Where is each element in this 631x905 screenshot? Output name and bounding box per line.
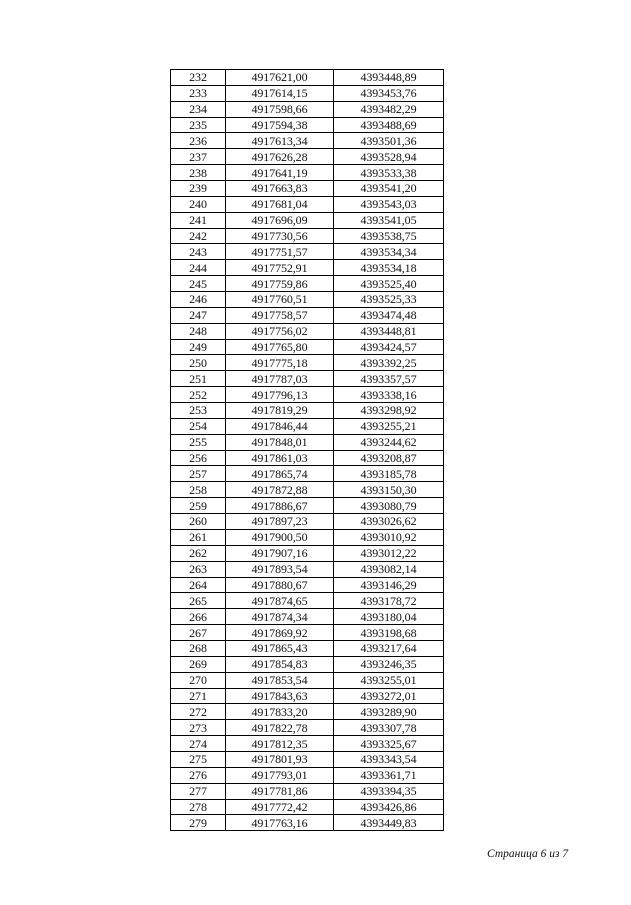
x-coordinate-cell: 4917812,35 <box>226 736 334 751</box>
point-number-cell: 246 <box>171 292 226 307</box>
table-row <box>171 260 443 276</box>
x-coordinate-cell: 4917775,18 <box>226 355 334 370</box>
table-row <box>171 118 443 134</box>
x-coordinate-cell: 4917681,04 <box>226 197 334 212</box>
y-coordinate-cell: 4393538,75 <box>360 229 417 244</box>
point-number-cell: 271 <box>171 689 226 704</box>
table-row <box>171 800 443 816</box>
point-number-cell: 273 <box>171 720 226 735</box>
x-coordinate-cell: 4917872,88 <box>226 482 334 497</box>
y-coordinate-cell: 4393298,92 <box>360 403 417 418</box>
table-row <box>171 546 443 562</box>
table-row <box>171 435 443 451</box>
table-row <box>171 292 443 308</box>
point-number-cell: 252 <box>171 387 226 402</box>
x-coordinate-cell: 4917897,23 <box>226 514 334 529</box>
y-coordinate-cell: 4393426,86 <box>360 799 417 814</box>
x-coordinate-cell: 4917843,63 <box>226 689 334 704</box>
y-coordinate-cell: 4393533,38 <box>360 165 417 180</box>
point-number-cell: 278 <box>171 800 226 815</box>
y-coordinate-cell: 4393541,05 <box>360 213 417 228</box>
y-coordinate-cell: 4393357,57 <box>360 371 417 386</box>
y-coordinate-cell: 4393010,92 <box>360 530 417 545</box>
x-coordinate-cell: 4917793,01 <box>226 768 334 783</box>
table-row <box>171 165 443 181</box>
y-coordinate-cell: 4393217,64 <box>360 641 417 656</box>
y-coordinate-cell: 4393208,87 <box>360 451 417 466</box>
x-coordinate-cell: 4917865,43 <box>226 641 334 656</box>
table-row <box>171 641 443 657</box>
table-row <box>171 514 443 530</box>
x-coordinate-cell: 4917758,57 <box>226 308 334 323</box>
y-coordinate-cell: 4393289,90 <box>360 704 417 719</box>
x-coordinate-cell: 4917865,74 <box>226 466 334 481</box>
y-coordinate-cell: 4393150,30 <box>360 482 417 497</box>
y-coordinate-cell: 4393178,72 <box>360 593 417 608</box>
y-coordinate-cell: 4393255,01 <box>360 673 417 688</box>
table-row <box>171 355 443 371</box>
point-number-cell: 256 <box>171 451 226 466</box>
x-coordinate-cell: 4917621,00 <box>226 70 334 85</box>
point-number-cell: 261 <box>171 530 226 545</box>
point-number-cell: 245 <box>171 276 226 291</box>
y-coordinate-cell: 4393082,14 <box>360 562 417 577</box>
y-coordinate-cell: 4393424,57 <box>360 340 417 355</box>
point-number-cell: 239 <box>171 181 226 196</box>
y-coordinate-cell: 4393255,21 <box>360 419 417 434</box>
point-number-cell: 258 <box>171 482 226 497</box>
y-coordinate-cell: 4393198,68 <box>360 625 417 640</box>
x-coordinate-cell: 4917763,16 <box>226 815 334 830</box>
table-row <box>171 752 443 768</box>
y-coordinate-cell: 4393012,22 <box>360 546 417 561</box>
point-number-cell: 269 <box>171 657 226 672</box>
table-row <box>171 815 443 830</box>
table-row <box>171 720 443 736</box>
point-number-cell: 264 <box>171 578 226 593</box>
y-coordinate-cell: 4393338,16 <box>360 387 417 402</box>
y-coordinate-cell: 4393244,62 <box>360 435 417 450</box>
point-number-cell: 250 <box>171 355 226 370</box>
x-coordinate-cell: 4917907,16 <box>226 546 334 561</box>
table-row <box>171 244 443 260</box>
table-row <box>171 419 443 435</box>
x-coordinate-cell: 4917756,02 <box>226 324 334 339</box>
y-coordinate-cell: 4393501,36 <box>360 133 417 148</box>
x-coordinate-cell: 4917594,38 <box>226 118 334 133</box>
point-number-cell: 243 <box>171 244 226 259</box>
point-number-cell: 240 <box>171 197 226 212</box>
point-number-cell: 234 <box>171 102 226 117</box>
x-coordinate-cell: 4917846,44 <box>226 419 334 434</box>
x-coordinate-cell: 4917641,19 <box>226 165 334 180</box>
table-row <box>171 625 443 641</box>
x-coordinate-cell: 4917861,03 <box>226 451 334 466</box>
x-coordinate-cell: 4917613,34 <box>226 133 334 148</box>
point-number-cell: 238 <box>171 165 226 180</box>
table-row <box>171 657 443 673</box>
y-coordinate-cell: 4393448,81 <box>360 324 417 339</box>
table-row <box>171 482 443 498</box>
x-coordinate-cell: 4917760,51 <box>226 292 334 307</box>
table-row <box>171 451 443 467</box>
y-coordinate-cell: 4393080,79 <box>360 498 417 513</box>
point-number-cell: 247 <box>171 308 226 323</box>
point-number-cell: 259 <box>171 498 226 513</box>
x-coordinate-cell: 4917696,09 <box>226 213 334 228</box>
y-coordinate-cell: 4393528,94 <box>360 149 417 164</box>
point-number-cell: 275 <box>171 752 226 767</box>
table-row <box>171 197 443 213</box>
point-number-cell: 244 <box>171 260 226 275</box>
y-coordinate-cell: 4393146,29 <box>360 577 417 592</box>
point-number-cell: 233 <box>171 86 226 101</box>
point-number-cell: 279 <box>171 815 226 830</box>
x-coordinate-cell: 4917853,54 <box>226 673 334 688</box>
point-number-cell: 253 <box>171 403 226 418</box>
point-number-cell: 272 <box>171 704 226 719</box>
y-coordinate-cell: 4393474,48 <box>360 308 417 323</box>
table-row <box>171 149 443 165</box>
point-number-cell: 265 <box>171 593 226 608</box>
x-coordinate-cell: 4917796,13 <box>226 387 334 402</box>
table-row <box>171 704 443 720</box>
page-number-label: Страница 6 из 7 <box>487 848 569 860</box>
point-number-cell: 232 <box>171 70 226 85</box>
point-number-cell: 266 <box>171 609 226 624</box>
table-row <box>171 403 443 419</box>
y-coordinate-cell: 4393361,71 <box>360 768 417 783</box>
x-coordinate-cell: 4917765,80 <box>226 340 334 355</box>
x-coordinate-cell: 4917848,01 <box>226 435 334 450</box>
y-coordinate-cell: 4393482,29 <box>360 102 417 117</box>
point-number-cell: 236 <box>171 133 226 148</box>
x-coordinate-cell: 4917874,65 <box>226 593 334 608</box>
point-number-cell: 267 <box>171 625 226 640</box>
x-coordinate-cell: 4917598,66 <box>226 102 334 117</box>
y-coordinate-cell: 4393246,35 <box>360 657 417 672</box>
table-row <box>171 181 443 197</box>
point-number-cell: 248 <box>171 324 226 339</box>
table-row <box>171 689 443 705</box>
x-coordinate-cell: 4917819,29 <box>226 403 334 418</box>
x-coordinate-cell: 4917886,67 <box>226 498 334 513</box>
table-row <box>171 530 443 546</box>
coordinates-table <box>170 69 444 831</box>
x-coordinate-cell: 4917759,86 <box>226 276 334 291</box>
x-coordinate-cell: 4917772,42 <box>226 800 334 815</box>
y-coordinate-cell: 4393325,67 <box>360 736 417 751</box>
table-row <box>171 102 443 118</box>
y-coordinate-cell: 4393026,62 <box>360 514 417 529</box>
point-number-cell: 276 <box>171 768 226 783</box>
point-number-cell: 235 <box>171 118 226 133</box>
table-row <box>171 387 443 403</box>
table-row <box>171 308 443 324</box>
y-coordinate-cell: 4393448,89 <box>360 70 417 85</box>
x-coordinate-cell: 4917781,86 <box>226 784 334 799</box>
y-coordinate-cell: 4393543,03 <box>360 197 417 212</box>
point-number-cell: 274 <box>171 736 226 751</box>
y-coordinate-cell: 4393534,18 <box>360 260 417 275</box>
point-number-cell: 254 <box>171 419 226 434</box>
point-number-cell: 277 <box>171 784 226 799</box>
y-coordinate-cell: 4393343,54 <box>360 752 417 767</box>
x-coordinate-cell: 4917614,15 <box>226 86 334 101</box>
x-coordinate-cell: 4917822,78 <box>226 720 334 735</box>
table-row <box>171 133 443 149</box>
point-number-cell: 237 <box>171 149 226 164</box>
x-coordinate-cell: 4917787,03 <box>226 371 334 386</box>
y-coordinate-cell: 4393272,01 <box>360 688 417 703</box>
x-coordinate-cell: 4917874,34 <box>226 609 334 624</box>
point-number-cell: 260 <box>171 514 226 529</box>
table-row <box>171 229 443 245</box>
point-number-cell: 249 <box>171 340 226 355</box>
x-coordinate-cell: 4917880,67 <box>226 578 334 593</box>
table-row <box>171 276 443 292</box>
y-coordinate-cell: 4393453,76 <box>360 86 417 101</box>
y-coordinate-cell: 4393541,20 <box>360 181 417 196</box>
x-coordinate-cell: 4917663,83 <box>226 181 334 196</box>
table-row <box>171 593 443 609</box>
table-row <box>171 736 443 752</box>
y-coordinate-cell: 4393525,33 <box>360 292 417 307</box>
table-row <box>171 70 443 86</box>
y-coordinate-cell: 4393394,35 <box>360 784 417 799</box>
x-coordinate-cell: 4917801,93 <box>226 752 334 767</box>
x-coordinate-cell: 4917833,20 <box>226 704 334 719</box>
y-coordinate-cell: 4393392,25 <box>360 355 417 370</box>
table-row <box>171 371 443 387</box>
table-row <box>171 213 443 229</box>
x-coordinate-cell: 4917752,91 <box>226 260 334 275</box>
point-number-cell: 241 <box>171 213 226 228</box>
x-coordinate-cell: 4917900,50 <box>226 530 334 545</box>
table-row <box>171 466 443 482</box>
point-number-cell: 257 <box>171 466 226 481</box>
point-number-cell: 263 <box>171 562 226 577</box>
point-number-cell: 270 <box>171 673 226 688</box>
point-number-cell: 268 <box>171 641 226 656</box>
x-coordinate-cell: 4917730,56 <box>226 229 334 244</box>
y-coordinate-cell: 4393180,04 <box>360 609 417 624</box>
point-number-cell: 242 <box>171 229 226 244</box>
x-coordinate-cell: 4917626,28 <box>226 149 334 164</box>
table-row <box>171 562 443 578</box>
table-row <box>171 340 443 356</box>
y-coordinate-cell: 4393525,40 <box>360 276 417 291</box>
table-row <box>171 324 443 340</box>
x-coordinate-cell: 4917893,54 <box>226 562 334 577</box>
table-row <box>171 609 443 625</box>
table-row <box>171 673 443 689</box>
y-coordinate-cell: 4393534,34 <box>360 244 417 259</box>
x-coordinate-cell: 4917854,83 <box>226 657 334 672</box>
y-coordinate-cell: 4393307,78 <box>360 720 417 735</box>
x-coordinate-cell: 4917751,57 <box>226 244 334 259</box>
y-coordinate-cell: 4393185,78 <box>360 466 417 481</box>
point-number-cell: 251 <box>171 371 226 386</box>
table-row <box>171 578 443 594</box>
table-row <box>171 86 443 102</box>
y-coordinate-cell: 4393449,83 <box>360 815 417 830</box>
table-row <box>171 784 443 800</box>
table-row <box>171 498 443 514</box>
point-number-cell: 255 <box>171 435 226 450</box>
x-coordinate-cell: 4917869,92 <box>226 625 334 640</box>
y-coordinate-cell: 4393488,69 <box>360 118 417 132</box>
table-row <box>171 768 443 784</box>
point-number-cell: 262 <box>171 546 226 561</box>
